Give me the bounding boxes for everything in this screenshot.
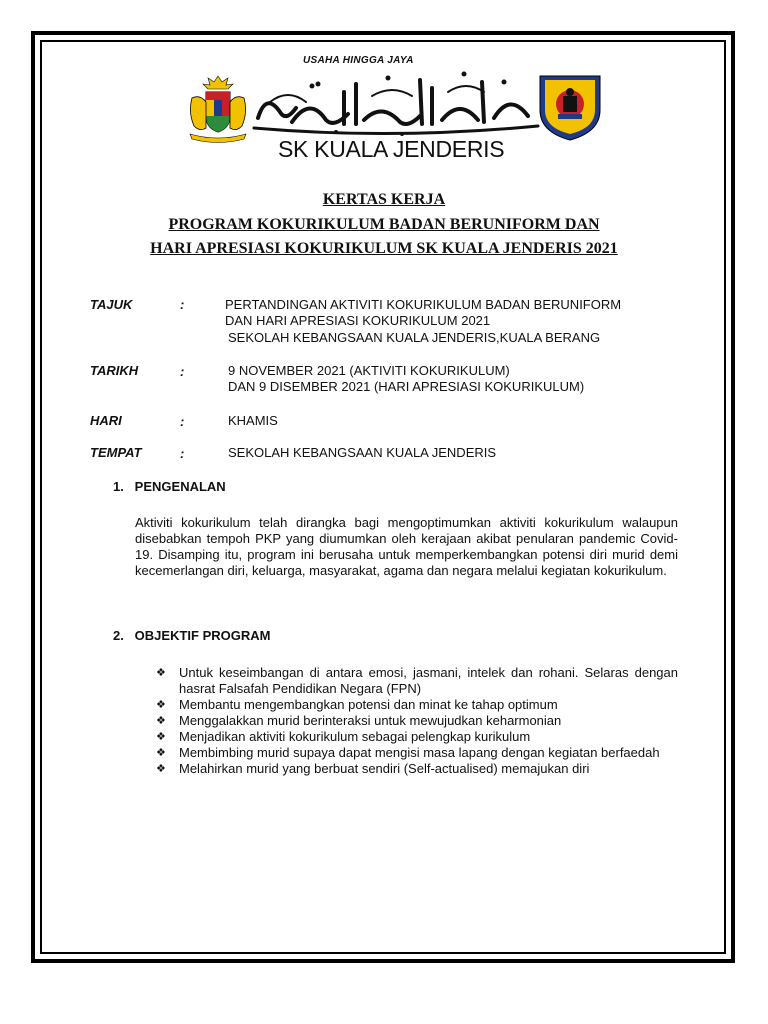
coat-of-arms-logo bbox=[182, 72, 254, 144]
tempat-colon: : bbox=[180, 446, 185, 461]
pengenalan-paragraph: Aktiviti kokurikulum telah dirangka bagi mengoptimumkan aktiviti kokurikulum walaupun disebabkan tempoh PKP yang diumumkan oleh kerajaan akibat penularan pandemic Covid-19. Disamping itu, program ini berusaha untuk memperkembangkan potensi diri murid demi kecemerlangan diri, keluarga, masyarakat, agama dan negara melalui kegiatan kokurikulum. bbox=[135, 515, 678, 578]
tajuk-value-line-3: SEKOLAH KEBANGSAAN KUALA JENDERIS,KUALA BERANG bbox=[228, 330, 601, 345]
list-item: ❖ Membimbing murid supaya dapat mengisi masa lapang dengan kegiatan berfaedah bbox=[156, 745, 660, 760]
tajuk-colon: : bbox=[180, 297, 185, 312]
tempat-label: TEMPAT bbox=[90, 445, 142, 460]
objektif-list bbox=[156, 665, 678, 777]
diamond-bullet-icon: ❖ bbox=[156, 715, 166, 727]
school-motto: USAHA HINGGA JAYA bbox=[303, 55, 414, 66]
list-item: ❖ Untuk keseimbangan di antara emosi, jasmani, intelek dan rohani. Selaras dengan hasrat Falsafah Pendidikan Negara (FPN) bbox=[156, 665, 678, 696]
diamond-bullet-icon: ❖ bbox=[156, 699, 166, 711]
document-title: KERTAS KERJA bbox=[322, 191, 446, 208]
diamond-bullet-icon: ❖ bbox=[156, 667, 166, 679]
diamond-bullet-icon: ❖ bbox=[156, 731, 166, 743]
list-item: ❖ Menggalakkan murid berinteraksi untuk mewujudkan keharmonian bbox=[156, 713, 562, 728]
tempat-value: SEKOLAH KEBANGSAAN KUALA JENDERIS bbox=[228, 445, 497, 460]
program-title-line-2: HARI APRESIASI KOKURIKULUM SK KUALA JENDERIS 2021 bbox=[150, 240, 618, 257]
tajuk-label: TAJUK bbox=[90, 297, 133, 312]
tarikh-value-line-1: 9 NOVEMBER 2021 (AKTIVITI KOKURIKULUM) bbox=[228, 363, 510, 378]
tarikh-colon: : bbox=[180, 364, 185, 379]
school-badge-logo bbox=[536, 70, 604, 142]
hari-label: HARI bbox=[90, 413, 122, 428]
tajuk-value-line-1: PERTANDINGAN AKTIVITI KOKURIKULUM BADAN BERUNIFORM bbox=[225, 297, 622, 312]
page-border-inner bbox=[40, 40, 726, 954]
tarikh-label: TARIKH bbox=[90, 363, 139, 378]
list-item: ❖ Melahirkan murid yang berbuat sendiri (Self-actualised) memajukan diri bbox=[156, 761, 590, 776]
school-name: SK KUALA JENDERIS bbox=[278, 136, 505, 162]
calligraphy-artwork bbox=[252, 62, 540, 142]
tajuk-value-line-2: DAN HARI APRESIASI KOKURIKULUM 2021 bbox=[225, 313, 491, 328]
tarikh-value-line-2: DAN 9 DISEMBER 2021 (HARI APRESIASI KOKURIKULUM) bbox=[228, 379, 585, 394]
diamond-bullet-icon: ❖ bbox=[156, 763, 166, 775]
diamond-bullet-icon: ❖ bbox=[156, 747, 166, 759]
list-item: ❖ Menjadikan aktiviti kokurikulum sebagai pelengkap kurikulum bbox=[156, 729, 531, 744]
section-heading-objektif: 2. OBJEKTIF PROGRAM bbox=[113, 628, 271, 643]
list-item: ❖ Membantu mengembangkan potensi dan minat ke tahap optimum bbox=[156, 697, 558, 712]
hari-value: KHAMIS bbox=[228, 413, 278, 428]
hari-colon: : bbox=[180, 414, 185, 429]
program-title-line-1: PROGRAM KOKURIKULUM BADAN BERUNIFORM DAN bbox=[168, 216, 600, 233]
section-heading-pengenalan: 1. PENGENALAN bbox=[113, 479, 226, 494]
